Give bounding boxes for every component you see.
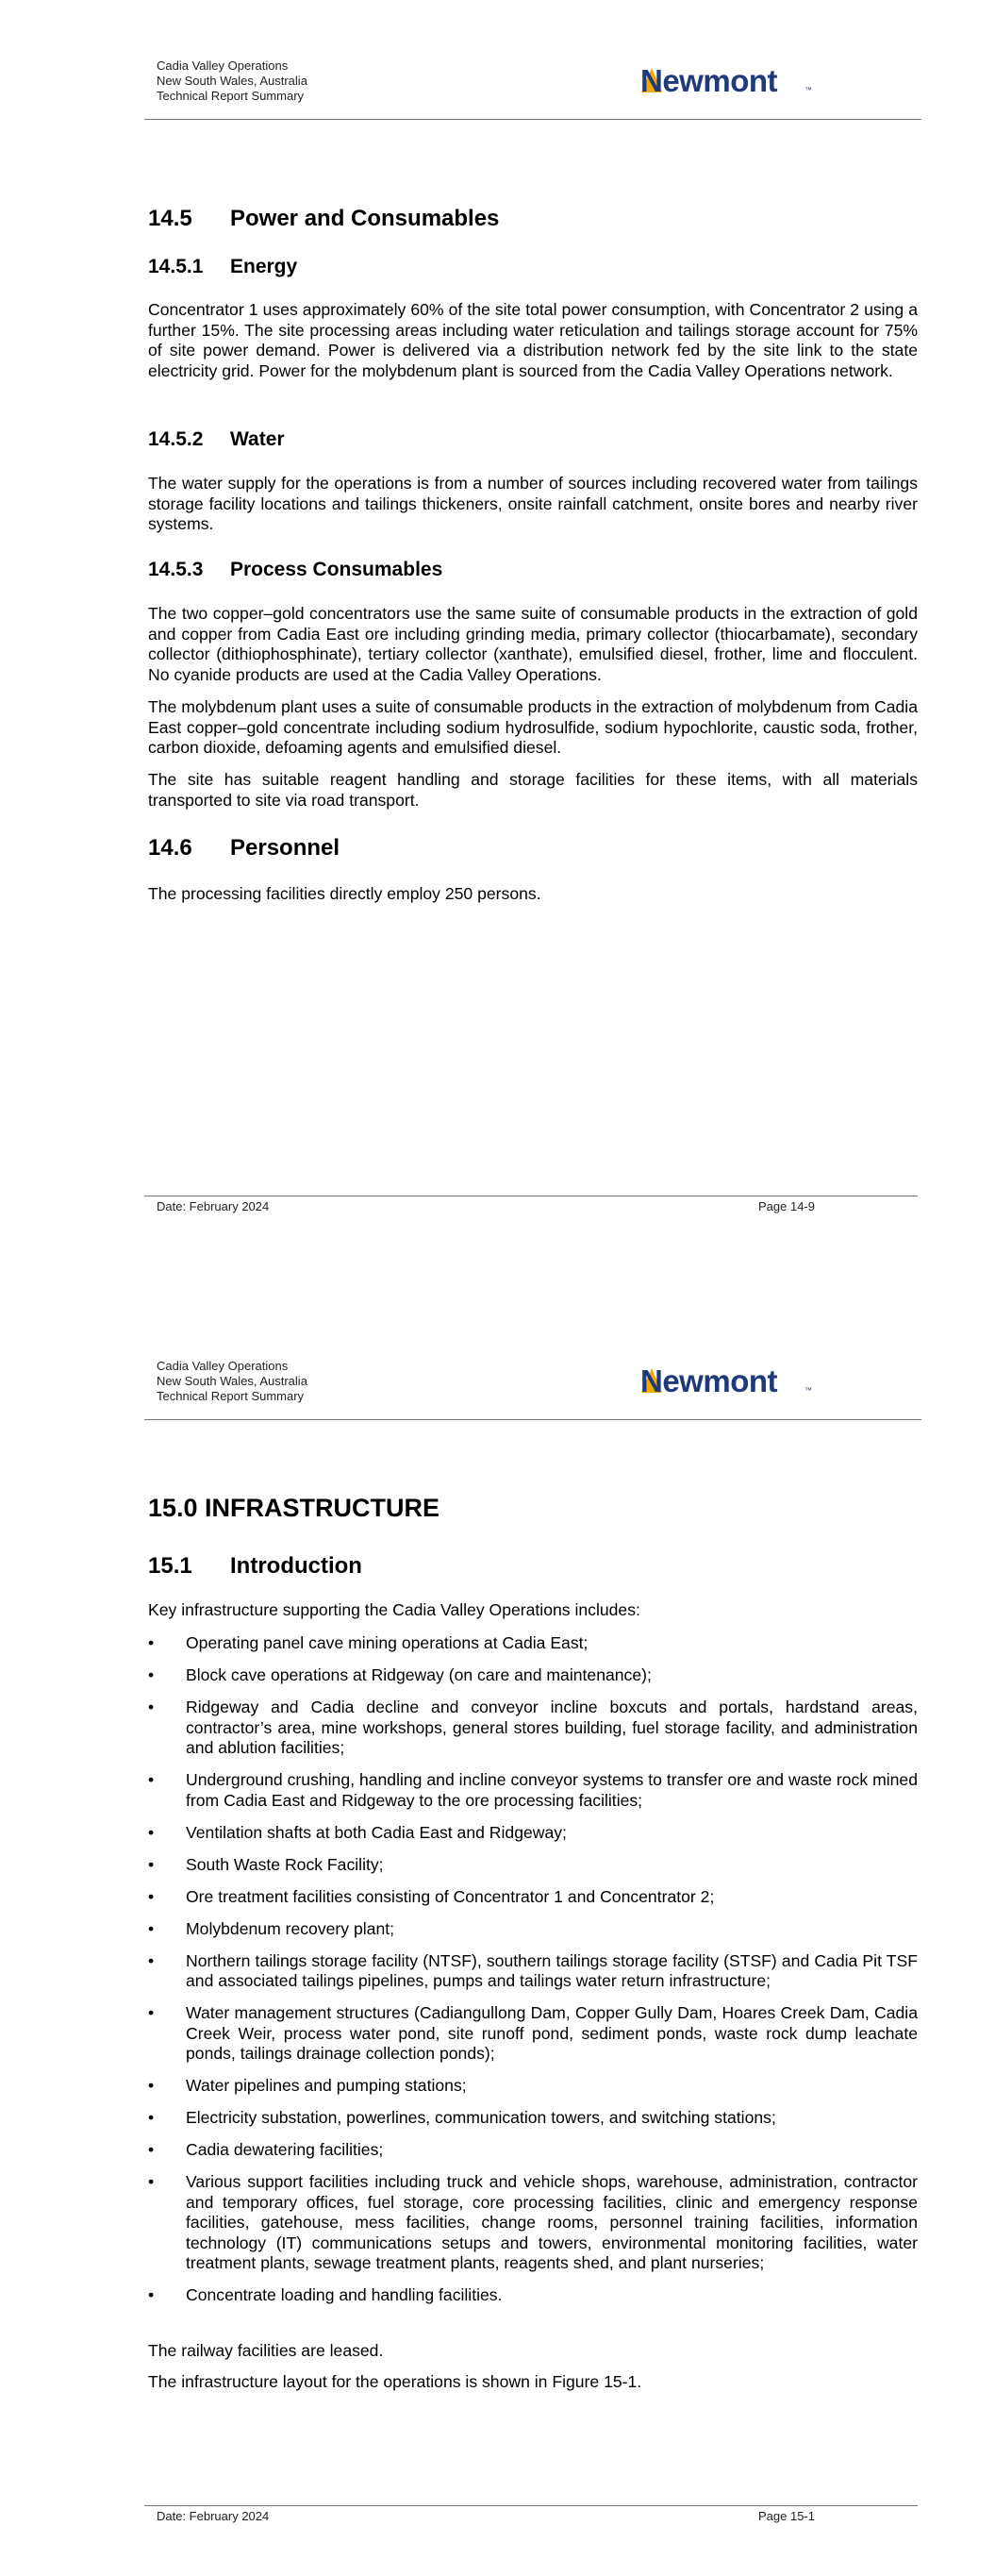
chapter-title: 15.0 INFRASTRUCTURE [148, 1494, 440, 1522]
infrastructure-list-item [148, 2140, 918, 2161]
header-line-3: Technical Report Summary [157, 89, 305, 103]
section-heading-15-1: 15.1 Introduction [148, 1553, 362, 1579]
bullet-text: Underground crushing, handling and incline conveyor systems to transfer ore and waste rock mined from Cadia East and Ridgeway to the ore processing facilities; [186, 1770, 918, 1810]
railway-paragraph: The railway facilities are leased. [148, 2341, 384, 2360]
infrastructure-list-item [148, 1770, 918, 1811]
section-heading-14-5: 14.5 Power and Consumables [148, 206, 500, 231]
consumables-paragraph-2: The molybdenum plant uses a suite of consumable products in the extraction of molybdenum from Cadia East copper–gold concentrate including sodium hydrosulfide, sodium hypochlorite, caustic soda, frother, carbon dioxide, defoaming agents and emulsified diesel. [148, 697, 918, 757]
bullet-marker: • [148, 1950, 155, 1970]
intro-paragraph: Key infrastructure supporting the Cadia Valley Operations includes: [148, 1600, 640, 1619]
footer-date: Date: February 2024 [157, 2509, 270, 2523]
bullet-marker: • [148, 1770, 155, 1789]
section-heading-14-6: 14.6 Personnel [148, 835, 340, 861]
bullet-marker: • [148, 1698, 155, 1716]
header-line-3: Technical Report Summary [157, 1389, 305, 1403]
bullet-marker: • [148, 2108, 155, 2127]
newmont-logo [638, 60, 818, 98]
infrastructure-list-item [148, 2076, 918, 2097]
bullet-text: Operating panel cave mining operations at Cadia East; [186, 1633, 589, 1652]
infrastructure-list-item [148, 2285, 918, 2306]
infrastructure-list-item [148, 1665, 918, 1686]
infrastructure-list-item [148, 1919, 918, 1940]
infrastructure-list [148, 1633, 918, 2317]
infrastructure-list-item [148, 1633, 918, 1654]
infrastructure-list-item [148, 1887, 918, 1908]
infrastructure-list-item [148, 1951, 918, 1992]
bullet-text: Ridgeway and Cadia decline and conveyor incline boxcuts and portals, hardstand areas, contractor’s area, mine workshops, general stores building, fuel storage facility, and administration and ablution facilities; [186, 1698, 918, 1757]
bullet-text: Northern tailings storage facility (NTSF), southern tailings storage facility (STSF) and Cadia Pit TSF and associated tailings pipelines, pumps and tailings water return infrastructure; [186, 1950, 918, 1990]
infrastructure-list-item [148, 1698, 918, 1759]
document-page-15-1 [0, 1288, 995, 2576]
logo-trademark: ™ [804, 86, 812, 94]
footer-divider [144, 2505, 918, 2506]
consumables-paragraph-1: The two copper–gold concentrators use the same suite of consumable products in the extraction of gold and copper from Cadia East ore including grinding media, primary collector (thiocarbamate), secondary collector (dithiophosphinate), tertiary collector (xanthate), emulsified diesel, frother, lime and flocculent. No cyanide products are used at the Cadia Valley Operations. [148, 604, 918, 684]
bullet-text: Ventilation shafts at both Cadia East and Ridgeway; [186, 1822, 567, 1842]
bullet-text: Concentrate loading and handling facilities. [186, 2285, 503, 2304]
header-line-1: Cadia Valley Operations [157, 59, 289, 73]
logo-wordmark: Newmont [640, 63, 777, 98]
energy-paragraph: Concentrator 1 uses approximately 60% of the site total power consumption, with Concentrator 2 using a further 15%. The site processing areas including water reticulation and tailings storage account for 75% of site power demand. Power is delivered via a distribution network fed by the site link to the state electricity grid. Power for the molybdenum plant is sourced from the Cadia Valley Operations network. [148, 300, 918, 380]
page-header-text [157, 59, 307, 104]
newmont-logo [638, 1361, 818, 1398]
bullet-text: South Waste Rock Facility; [186, 1854, 384, 1874]
bullet-marker: • [148, 1918, 155, 1938]
logo-trademark: ™ [804, 1386, 812, 1395]
bullet-marker: • [148, 1886, 155, 1906]
bullet-marker: • [148, 1822, 155, 1842]
footer-page-number: Page 15-1 [758, 2509, 815, 2523]
bullet-text: Cadia dewatering facilities; [186, 2140, 384, 2159]
bullet-text: Water management structures (Cadiangullong Dam, Copper Gully Dam, Hoares Creek Dam, Cadia Creek Weir, process water pond, site runoff pond, sediment ponds, waste rock dump leachate ponds, tailings drainage collection ponds); [186, 2003, 918, 2063]
bullet-text: Electricity substation, powerlines, communication towers, and switching stations; [186, 2108, 776, 2127]
bullet-text: Block cave operations at Ridgeway (on care and maintenance); [186, 1665, 652, 1684]
infrastructure-list-item [148, 2003, 918, 2065]
section-heading-14-5-3: 14.5.3 Process Consumables [148, 559, 443, 580]
water-paragraph: The water supply for the operations is from a number of sources including recovered water from tailings storage facility locations and tailings thickeners, onsite rainfall catchment, onsite bores and nearby river systems. [148, 474, 918, 533]
page-header-text [157, 1359, 307, 1404]
bullet-marker: • [148, 1854, 155, 1874]
bullet-marker: • [148, 2076, 155, 2095]
bullet-marker: • [148, 1665, 155, 1684]
section-heading-14-5-1: 14.5.1 Energy [148, 256, 298, 277]
layout-paragraph: The infrastructure layout for the operations is shown in Figure 15-1. [148, 2372, 642, 2391]
logo-wordmark: Newmont [640, 1363, 777, 1398]
bullet-marker: • [148, 2003, 155, 2022]
infrastructure-list-item [148, 1855, 918, 1876]
infrastructure-list-item [148, 2108, 918, 2129]
header-divider [144, 119, 921, 120]
consumables-paragraph-3: The site has suitable reagent handling and storage facilities for these items, with all materials transported to site via road transport. [148, 770, 918, 810]
section-heading-14-5-2: 14.5.2 Water [148, 428, 285, 450]
bullet-text: Water pipelines and pumping stations; [186, 2076, 467, 2095]
personnel-paragraph: The processing facilities directly employ 250 persons. [148, 884, 541, 903]
bullet-text: Various support facilities including truck and vehicle shops, warehouse, administration, contractor and temporary offices, fuel storage, core processing facilities, clinic and emergency response facilities, gatehouse, mess facilities, change rooms, personnel training facilities, information technology (IT) communications setups and towers, environmental monitoring facilities, water treatment plants, sewage treatment plants, reagents shed, and plant nurseries; [186, 2172, 918, 2272]
bullet-marker: • [148, 2285, 155, 2304]
infrastructure-list-item [148, 1823, 918, 1844]
header-line-2: New South Wales, Australia [157, 1374, 307, 1388]
header-line-1: Cadia Valley Operations [157, 1359, 289, 1373]
footer-page-number: Page 14-9 [758, 1199, 815, 1213]
infrastructure-list-item [148, 2172, 918, 2274]
bullet-text: Molybdenum recovery plant; [186, 1918, 395, 1938]
header-divider [144, 1419, 921, 1420]
bullet-text: Ore treatment facilities consisting of Concentrator 1 and Concentrator 2; [186, 1886, 715, 1906]
header-line-2: New South Wales, Australia [157, 74, 307, 88]
footer-date: Date: February 2024 [157, 1199, 270, 1213]
bullet-marker: • [148, 2172, 155, 2191]
bullet-marker: • [148, 1633, 155, 1652]
bullet-marker: • [148, 2140, 155, 2159]
